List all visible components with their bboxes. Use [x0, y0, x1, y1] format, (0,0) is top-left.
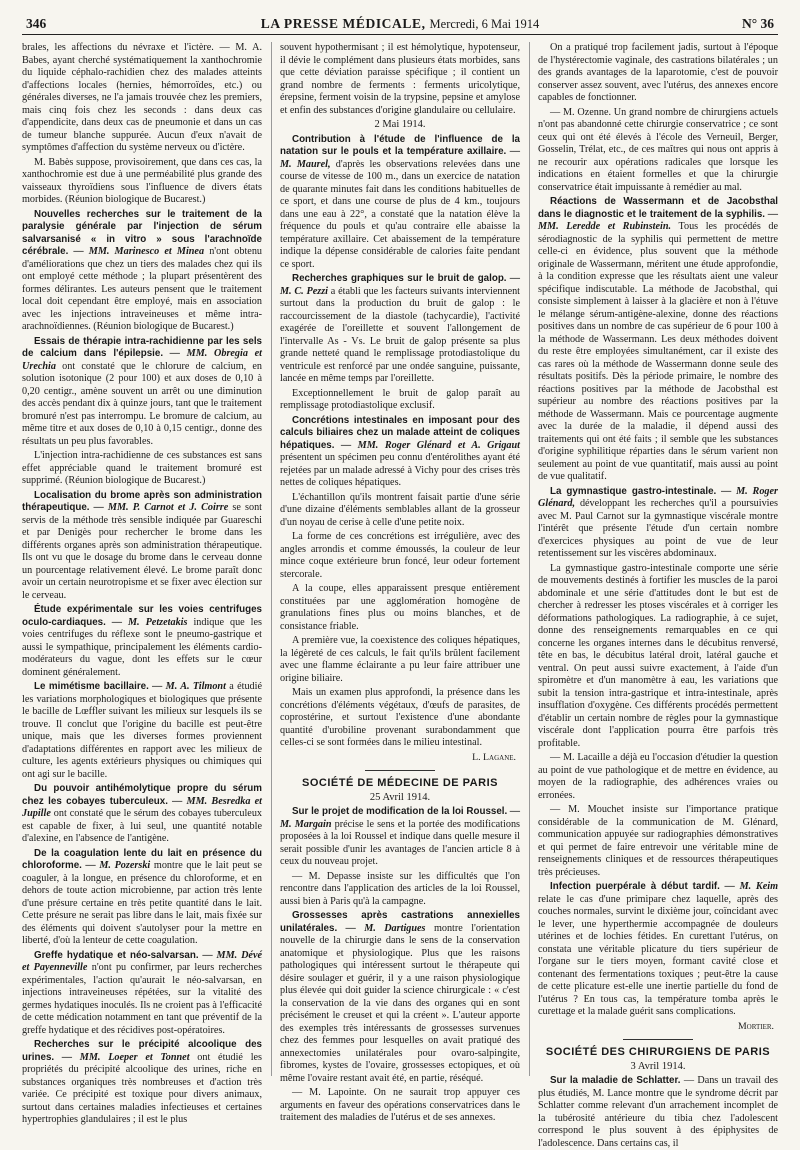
abstract-entry: [280, 910, 520, 1085]
abstract-authors: — MM. Dévé et Payenneville: [22, 949, 262, 973]
abstract-entry: [280, 273, 520, 386]
abstract-entry: [22, 681, 262, 781]
abstract-entry: [280, 415, 520, 490]
discussant: — M. Lapointe.: [292, 1087, 367, 1098]
abstract-title: Recherches sur le précipité alcoolique des urines.: [22, 1039, 262, 1063]
paragraph: A première vue, la coexistence des coliques hépatiques, la légèreté de ces calculs, le fait qu'ils brûlent facilement avec une flamme éclairante a pu leur faire attribuer une origine biliaire.: [280, 635, 520, 684]
abstract-title: Essais de thérapie intra-rachidienne par les sels de calcium dans l'épilepsie.: [22, 335, 262, 359]
column-divider: [529, 42, 530, 1076]
abstract-body: a déjà eu l'occasion d'étudier la question au point de vue pathologique et de mettre en évidence, au moyen de la radiographie, des adhérences vraies ou erronées.: [538, 752, 779, 801]
journal-name: LA PRESSE MÉDICALE,: [260, 16, 426, 31]
abstract-body: a établi que les facteurs suivants interviennent surtout dans la production du bruit de galop : le raccourcissement de la diastole (tachycardie), l'activité exagérée de l'oreillette et souvent l'allongement de l'intervalle As - Vs. Le bruit de galop présente sa plus grande netteté quand le remplissage protodiastolique du ventricule est renforcé par une ondée sanguine, puissante, lancée en même temps par l'oreillette.: [280, 285, 521, 384]
session-date: 2 Mai 1914.: [374, 119, 426, 130]
abstract-authors: — M. Roger Glénard,: [538, 485, 778, 509]
abstract-authors: — M. A. Tilmont: [152, 681, 226, 692]
abstract-entry: [538, 1075, 778, 1150]
paragraph: [538, 804, 778, 879]
abstract-title: Le mimétisme bacillaire.: [34, 681, 149, 692]
abstract-authors: — MM. Roger Glénard et A. Grigaut: [340, 439, 521, 451]
abstract-title: Contribution à l'étude de l'influence de la natation sur le pouls et la température axillaire.: [280, 133, 520, 157]
paragraph: [538, 752, 778, 802]
abstract-authors: — M. Margain: [280, 806, 520, 830]
abstract-title: Réactions de Wassermann et de Jacobsthal dans le diagnostic et le traitement de la syphilis.: [538, 196, 778, 220]
abstract-authors: — MM. Leredde et Rubinstein.: [538, 208, 779, 232]
abstract-title: Infection puerpérale à début tardif.: [550, 881, 720, 892]
abstract-entry: [22, 209, 262, 334]
abstract-authors: — MM. Obregia et Urechia: [22, 348, 262, 372]
society-title: SOCIÉTÉ DE MÉDECINE DE PARIS: [302, 777, 498, 789]
abstract-entry: [22, 604, 262, 679]
paragraph: L'injection intra-rachidienne de ces substances est sans effet appréciable quand le traitement bromuré est supprimé. (Réunion biologique de Bucarest.): [22, 450, 262, 486]
section-rule: [623, 1039, 693, 1040]
abstract-title: De la coagulation lente du lait en présence du chloroforme.: [22, 847, 262, 871]
society-title: SOCIÉTÉ DES CHIRURGIENS DE PARIS: [545, 1046, 771, 1058]
abstract-authors: — MM. Loeper et Tonnet: [61, 1051, 190, 1063]
author-signature: Mortier.: [737, 1020, 774, 1032]
paragraph: M. Babès suppose, provisoirement, que dans ces cas, la xanthochromie est due à une perméabilité plus grande des vaisseaux thyroïdiens sous l'influence de divers états morbides. (Réunion biologique de Bucarest.): [22, 156, 262, 205]
discussant: — M. Depasse: [292, 870, 361, 882]
abstract-body: n'ont pu confirmer, par leurs recherches expérimentales, l'action qu'aurait le néo-salvarsan, en injections intraveineuses répétées, sur la vitalité des germes hydatiques inoculés. Ils ne croient pas à l'efficacité de cette médication notamment en tant que préventif de la greffe hydatique et des récidives post-opératoires.: [22, 962, 263, 1036]
abstract-body: Un grand nombre de chirurgiens actuels n'ont pas abandonné cette chirurgie conservatrice ; ce sont ceux qui ont été élevés à l'école des Verneuil, Berger, Gosselin, Trélat, etc., de ces maîtres qui nous ont appris à ne recourir aux opérations radicales que lorsque les indications en étaient formelles et que la chirurgie conservatrice était impuissante à remédier au mal.: [538, 106, 779, 193]
abstract-title: Étude expérimentale sur les voies centrifuges oculo-cardiaques.: [22, 604, 262, 628]
abstract-body: se sont servis de la méthode très sensible indiquée par Guareschi et par Denigès pour rechercher le brome dans les différents organes après son administration thérapeutique. Ils ont vu que le dosage du brome dans le cerveau donne un pourcentage relativement élevé. Le brome paraît donc avoir un certain neurotropisme et se fixer avec élection sur le cerveau.: [22, 502, 262, 601]
abstract-entry: [22, 848, 262, 948]
abstract-body: a étudié les variations morphologiques et biologiques que présente le bacille de Lœffler suivant les milieux sur lesquels ils se trouve. Il conclut que l'origine du bacille est peut-être unique, mais que les diverses formes proviennent d'adaptations différentes en rapport avec les milieux de culture, les agents extérieurs physiques ou chimiques qui ont agi sur le bacille.: [22, 681, 262, 780]
abstract-authors: — M. Petzetakis: [111, 616, 188, 628]
journal-title: [22, 16, 778, 32]
abstract-body: indique que les voies centrifuges du réflexe sont le pneumo-gastrique et aussi le sympathique, principalement les éléments cardio-modérateurs du vague, dont les effets sur le cœur dominent généralement.: [22, 616, 263, 678]
issue-number: N° 36: [741, 16, 774, 31]
abstract-body: relate le cas d'une primipare chez laquelle, après des couches normales, survint le dixième jour, coïncidant avec le lever, une hyperthermie accompagnée de douleurs utérines et de lochies fétides. En curettant l'utérus, on constata une véritable plicature du tiers supérieur de l'organe sur le tiers moyen, formant cavité close et contenant des fermentations toxiques ; peut-être la cause de cette plicature est-elle une inertie partielle du fond de l'utérus ? En tous cas, la température tomba après le curettage et la malade guérit sans complications.: [538, 893, 778, 1017]
abstract-authors: — M. Keim: [724, 881, 778, 892]
abstract-body: ont constaté que le chlorure de calcium, en solution isotonique (2 pour 100) et aux doses de 0,10 à 0,20 centigr., amène souvent un arrêt ou une diminution des accès pendant dix à quinze jours, tant que le traitement bromuré n'est pas interrompu. Le bromure de calcium, au même titre et aux doses de 0,10 à 0,15 centigr., donne des résultats un peu plus favorables.: [22, 360, 262, 447]
abstract-entry: [538, 196, 778, 484]
abstract-entry: [22, 490, 262, 603]
abstract-title: Sur le projet de modification de la loi Roussel.: [292, 806, 508, 817]
discussant: — M. Ozenne.: [550, 106, 612, 118]
abstract-title: Greffe hydatique et néo-salvarsan.: [34, 949, 199, 961]
paragraph: [280, 1087, 520, 1125]
paragraph: La forme de ces concrétions est irrégulière, avec des angles arrondis et comme émoussés, la couleur de leur mince coque extérieure brun foncé, leur odeur fortement stercorale.: [280, 531, 520, 580]
page-header: [22, 14, 778, 35]
paragraph: Mais un examen plus approfondi, la présence dans les concrétions d'éléments végétaux, d'œufs de parasites, de coprostérine, et surtout l'existence d'une abondante quantité d'urobiline provenant surabondamment que celles-ci se sont formées dans le milieu intestinal.: [280, 687, 520, 748]
abstract-authors: — MM. P. Carnot et J. Coirre: [93, 502, 229, 513]
paragraph: brales, les affections du névraxe et l'ictère. — M. A. Babes, ayant cherché systématiquement la xanthochromie du liquide céphalo-rachidien chez des malades atteints d'affections locales (hernies, hémorroïdes, etc.) ou générales diverses, ne l'a jamais trouvée chez les premiers, mais cinq fois chez les seconds : dans deux cas d'appendicite, dans deux cas de pneumonie et dans un cas de tumeur blanche suppurée. Aucun d'eux n'avait de symptômes d'affection du système nerveux ou d'ictère.: [22, 42, 262, 153]
paragraph: La gymnastique gastro-intestinale comporte une série de mouvements destinés à fortifier les muscles de la paroi abdominale et une série d'attitudes dont le but est de chercher à redresser les ptoses viscérales et à corriger les déformations pathologiques. La radiographie, à ce sujet, donne des renseignements remarquables en ce qui concerne les organes internes dans le décubitus renversé, tête en bas, le décubitus latéral droit, latéral gauche et ventral. On peut aussi suivre exactement, à l'aide d'un spiromètre et d'un manomètre à eau, les variations que subit la tension intra-gastrique et intra-intestinale, après insufflation d'oxygène. Ces différents procédés permettent d'établir un certain nombre de règles pour la gymnastique viscérale dont l'application pourra être parfois très profitable.: [538, 562, 778, 749]
abstract-authors: — MM. Besredka et Jupille: [22, 795, 262, 819]
abstract-title: Sur la maladie de Schlatter.: [550, 1075, 681, 1086]
abstract-authors: — M. Pozerski: [85, 860, 151, 871]
abstract-title: Du pouvoir antihémolytique propre du sérum chez les cobayes tuberculeux.: [22, 783, 262, 807]
author-signature: L. Lagane.: [472, 751, 516, 763]
abstract-body: d'après les observations relevées dans une course de vitesse de 100 m., dans un exercice de natation de quarante minutes fait dans les conditions habituelles de ce sport, et dans une course de plus de 4 km., toujours dans une eau à 22°, a constaté que la natation élève la fréquence du pouls et qu'au contraire elle abaisse la température axillaire. Cet abaissement de la température indique la dépense considérable de calories faite pendant ce sport.: [280, 158, 520, 270]
session-date: 3 Avril 1914.: [630, 1060, 686, 1072]
abstract-entry: [538, 881, 778, 1019]
abstract-body: — Dans un travail des plus étudiés, M. Lance montre que le syndrome décrit par Schlatter comme relevant d'un arrachement incomplet de la tubérosité antérieure du tibia chez l'adolescent correspond le plus souvent à des épiphysites de l'adolescence. Dans certains cas, il: [538, 1075, 779, 1149]
abstract-body: précise le sens et la portée des modifications proposées à la loi Roussel et indique dans quelle mesure il serait possible d'unir les avantages de l'ancien article 8 à ceux du nouveau projet.: [280, 818, 520, 867]
section-rule: [365, 770, 435, 771]
abstract-authors: — M. Maurel,: [280, 146, 520, 170]
abstract-title: Nouvelles recherches sur le traitement de la paralysie générale par l'injection de sérum salvarsanisé « in vitro » sous l'arachnoïde cérébrale.: [22, 208, 262, 257]
column-2: [280, 42, 521, 1123]
abstract-body: présentent un spécimen peu connu d'entérolithes ayant été rejetées par un malade adressé à Vichy pour des crises très nettes de coliques hépatiques.: [280, 452, 520, 488]
abstract-entry: [22, 1039, 262, 1127]
abstract-entry: [538, 486, 778, 561]
abstract-body: n'ont obtenu d'améliorations que chez un tiers des malades chez qui ils ont employé cette méthode ; la plupart présentèrent des formes délirantes. Les auteurs pensent que le traitement local doit cependant être employé, mais en association avec les injections intraveineuses et même intra-arachnoïdiennes. (Réunion biologique de Bucarest.): [22, 246, 263, 332]
issue-date: Mercredi, 6 Mai 1914: [429, 17, 540, 31]
page-number: 346: [26, 16, 47, 31]
paragraph: L'échantillon qu'ils montrent faisait partie d'une série d'une dizaine d'éléments semblables allant de la grosseur d'un noyau de cerise à celle d'une petite noix.: [280, 491, 520, 528]
abstract-authors: — M. Dartigues: [345, 922, 426, 934]
abstract-body: On ne saurait trop appuyer ces arguments en faveur des opérations conservatrices dans le traitement des maladies de l'utérus et de ses annexes.: [280, 1087, 520, 1123]
abstract-authors: — M. C. Pezzi: [280, 273, 521, 297]
abstract-body: insiste sur l'importance pratique considérable de la communication de M. Glénard, communication appuyée sur radiographies démonstratives et qui permet de faire entrevoir une véritable mine de renseignements cliniques et de ressources thérapeutiques très précieuses.: [538, 804, 778, 878]
abstract-body: montre l'orientation nouvelle de la chirurgie dans le sens de la conservation anatomique et physiologique. Plus que les raisons pathologiques qui intéressent surtout le thérapeute qui désire soulager et guérir, il y a une raison physiologique plus élevée qui doit guider la science chirurgicale : « c'est la conservation de la vie dans des organes qui en sont précisément le creuset et qui la créent ». L'auteur apporte des exemples très intéressants de grossesses survenues chez des femmes pour lesquelles on avait pratiqué des annexectomies unilatérales pour ovaro-salpingite, fibromes, kystes de l'ovaire, grossesses ectopiques, et où même l'ovaire restant avait été, en partie, réséqué.: [280, 922, 520, 1084]
abstract-entry: [22, 783, 262, 846]
abstract-title: La gymnastique gastro-intestinale.: [550, 485, 717, 497]
article-columns: [22, 42, 779, 1149]
abstract-entry: [280, 134, 520, 272]
abstract-entry: [280, 806, 520, 869]
abstract-body: ont étudié les propriétés du précipité alcoolique des urines, riche en substances organiques très nombreuses et d'action très variée. Ce précipité est toxique pour divers animaux, surtout dans certaines maladies infectieuses et certaines hypertrophies glandulaires ; il est le plus: [22, 1051, 263, 1125]
abstract-title: Recherches graphiques sur le bruit de galop.: [292, 273, 507, 284]
discussant: — M. Mouchet: [550, 804, 624, 815]
abstract-title: Localisation du brome après son administration thérapeutique.: [22, 489, 262, 513]
paragraph: [280, 871, 520, 909]
abstract-entry: [22, 950, 262, 1038]
abstract-body: développant les recherches qu'il a poursuivies avec M. Paul Carnot sur la gymnastique viscérale montre l'intérêt que présente l'étude d'un certain nombre d'exercices physiques au point de vue de leur retentissement sur les viscères abdominaux.: [538, 498, 778, 559]
abstract-body: ont constaté que le sérum des cobayes tuberculeux est capable de fixer, à lui seul, une quantité notable d'alexine, en l'absence de l'antigène.: [22, 808, 262, 844]
paragraph: A la coupe, elles apparaissent presque entièrement constituées par une agglomération homogène de granulations fines plus ou moins blanches, et de consistance friable.: [280, 583, 520, 632]
abstract-entry: [22, 336, 262, 449]
session-date: 25 Avril 1914.: [369, 791, 431, 803]
paragraph: On a pratiqué trop facilement jadis, surtout à l'époque de l'hystérectomie vaginale, des castrations bilatérales ; un des grands avantages de la laparotomie, c'est de pouvoir conserver assez souvent, avec l'utérus, des annexes encore capables de fonctionner.: [538, 42, 778, 103]
abstract-body: insiste sur les difficultés que l'on rencontre dans l'application des articles de la loi Roussel, aussi bien à Paris qu'à la campagne.: [280, 870, 521, 907]
discussant: — M. Lacaille: [550, 752, 611, 763]
abstract-body: Tous les procédés de sérodiagnostic de la syphilis qui permettent de mettre celle-ci en évidence, plus souvent que la méthode originale de Wassermann, méritent une étude approfondie, à la condition expresse que les résultats aient une valeur spécifique indiscutable. La méthode de Jacobsthal, qui consiste simplement à laisser à la glacière et non à l'étuve le mélange sérum-antigène-alexine, donne des réactions positives dans un nombre de cas supérieur de 6 pour 100 à la méthode de Wassermann. Les deux méthodes doivent du reste être employées simultanément, car il existe des cas rares où la méthode de Wassermann donne seule des résultats positifs. Dès la période primaire, le nombre des réactions positives par la méthode de Jacobsthal est supérieur au nombre des réactions positives par la méthode de Wassermann. Mais ce pourcentage augmente avec la durée de la maladie, il dépend aussi des traitements qui ont été faits ; il semble que les substances d'origine syphilitique réparties dans le sérum varient non seulement au point de vue quantitatif, mais aussi au point de vue qualitatif.: [538, 221, 778, 482]
paragraph: souvent hypothermisant ; il est hémolytique, hypotenseur, il dévie le complément dans plusieurs états morbides, sans que cette déviation paraisse spécifique ; il contient un grand nombre de ferments : ferments uricolytique, érepsine, ferment voisin de la trypsine, pepsine et amylose et enfin des substances d'origine glandulaire ou cellulaire.: [280, 42, 520, 116]
column-3: [538, 42, 779, 1149]
paragraph: Exceptionnellement le bruit de galop paraît au remplissage protodiastolique exclusif.: [280, 387, 520, 411]
column-divider: [271, 42, 272, 1076]
column-1: [22, 42, 263, 1125]
paragraph: [538, 107, 778, 195]
abstract-authors: — MM. Marinesco et Minea: [73, 246, 205, 257]
abstract-title: Grossesses après castrations annexielles unilatérales.: [280, 910, 520, 934]
abstract-body: montre que le lait peut se coaguler, à la longue, en présence du chloroforme, et en dehors de toute action microbienne, par action très lente d'une présure certaine en très petite quantité dans le lait. Cette présure ne serait pas libre dans le lait, mais fixée sur des éléments qui doivent s'autolyser pour la mettre en liberté, d'où la lenteur de cette coagulation.: [22, 860, 263, 946]
abstract-title: Concrétions intestinales en imposant pour des calculs biliaires chez un malade atteint de coliques hépatiques.: [280, 414, 520, 451]
